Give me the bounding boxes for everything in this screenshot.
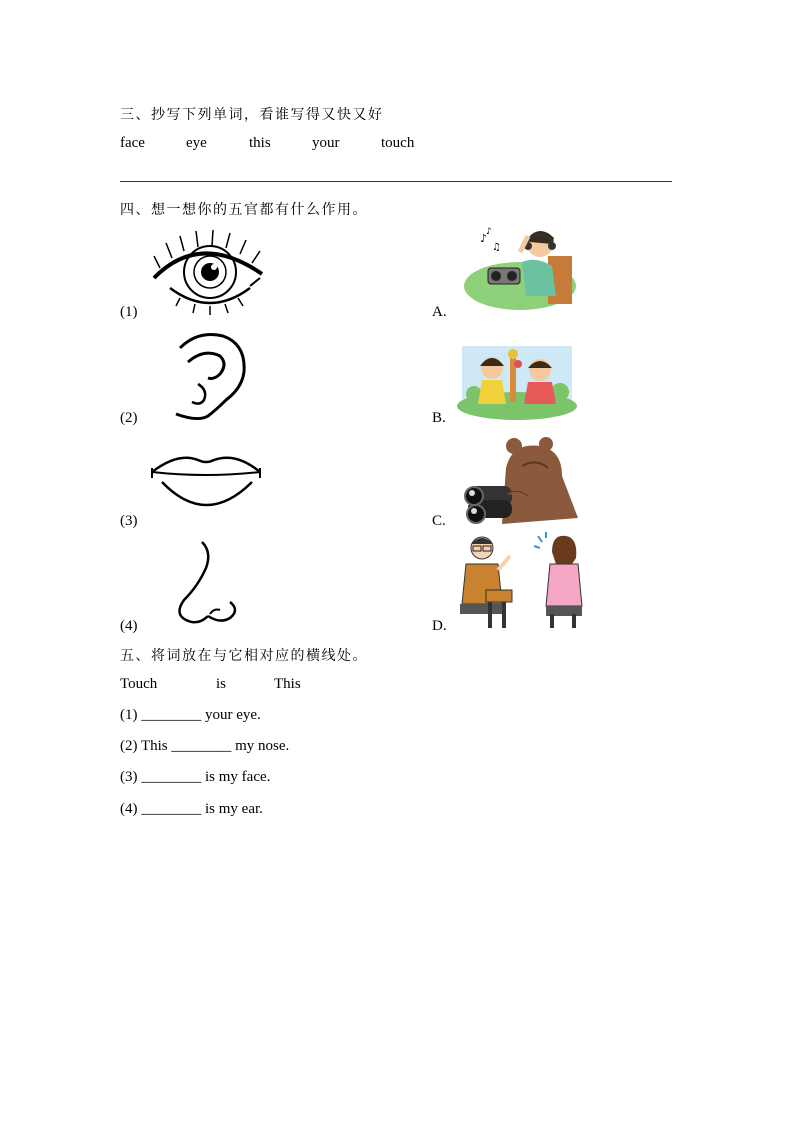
word-your: your xyxy=(312,135,340,151)
word-eye: eye xyxy=(186,135,207,151)
writing-line xyxy=(120,181,672,182)
question-3: (3) ________ is my face. xyxy=(120,769,271,785)
word-touch: touch xyxy=(381,135,415,151)
boy-listening-headphones xyxy=(460,222,574,312)
question-4: (4) ________ is my ear. xyxy=(120,801,263,817)
ear-drawing xyxy=(168,330,248,420)
label-4: (4) xyxy=(120,618,138,634)
label-D: D. xyxy=(432,618,447,634)
label-C: C. xyxy=(432,513,446,529)
label-B: B. xyxy=(432,410,446,426)
label-A: A. xyxy=(432,304,447,320)
bear-binoculars xyxy=(462,438,582,528)
word-bank-is: is xyxy=(216,676,227,692)
word-bank-touch: Touch xyxy=(120,676,158,692)
section4-title: 四、想一想你的五官都有什么作用。 xyxy=(120,202,368,218)
section3-title: 三、抄写下列单词，看谁写得又快又好 xyxy=(120,107,384,123)
label-3: (3) xyxy=(120,513,138,529)
svg-text:♪: ♪ xyxy=(480,232,488,245)
mouth-drawing xyxy=(148,448,266,514)
eye-drawing xyxy=(150,226,270,321)
word-face: face xyxy=(120,135,145,151)
section5-title: 五、将词放在与它相对应的横线处。 xyxy=(120,648,368,664)
children-smelling-flowers xyxy=(462,346,572,410)
label-1: (1) xyxy=(120,304,138,320)
question-2: (2) This ________ my nose. xyxy=(120,738,290,754)
man-woman-talking xyxy=(452,534,582,630)
svg-text:♪: ♪ xyxy=(486,227,492,237)
nose-drawing xyxy=(172,540,244,628)
word-bank-this: This xyxy=(274,676,301,692)
word-this: this xyxy=(249,135,271,151)
svg-text:♫: ♫ xyxy=(492,242,501,253)
question-1: (1) ________ your eye. xyxy=(120,707,261,723)
label-2: (2) xyxy=(120,410,138,426)
